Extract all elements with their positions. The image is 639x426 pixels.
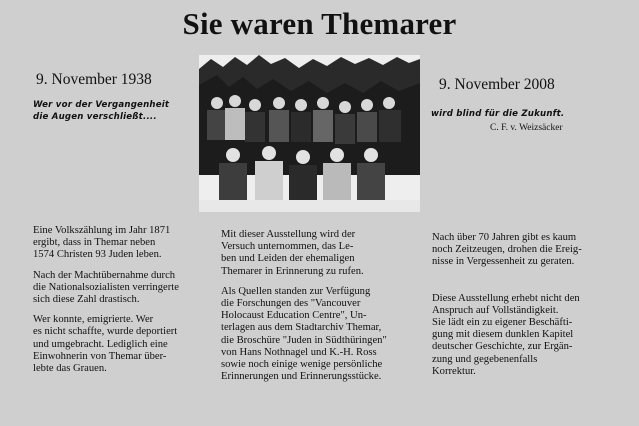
quote-left bbox=[33, 99, 169, 123]
left-column bbox=[33, 225, 203, 383]
left-paragraph-3: Wer konnte, emigrierte. Wer es nicht schaffte, wurde deportiert und umgebracht. Lediglich eine Einwohnerin von Themar über- lebte das Grauen. bbox=[33, 314, 178, 375]
middle-paragraph-2: Als Quellen standen zur Verfügung die Forschungen des "Vancouver Holocaust Education Centre", Un- terlagen aus dem Stadtarchiv Themar, die Broschüre "Juden in Südthüringen" von Hans Nothnagel und K.-H. Ross sowie noch einige wenige persönliche Erinnerungen und Erinnerungsstücke. bbox=[221, 285, 387, 383]
middle-column bbox=[221, 229, 421, 391]
middle-paragraph-1: Mit dieser Ausstellung wird der Versuch unternommen, das Le- ben und Leiden der ehemaligen Themarer in Erinnerung zu rufen. bbox=[221, 229, 364, 277]
group-photo bbox=[199, 55, 420, 212]
group-photo-icon bbox=[199, 55, 420, 212]
quote-right: wird blind für die Zukunft. bbox=[431, 109, 565, 119]
left-paragraph-1: Eine Volkszählung im Jahr 1871 ergibt, dass in Themar neben 1574 Christen 93 Juden leben. bbox=[33, 225, 171, 261]
right-paragraph-1: Nach über 70 Jahren gibt es kaum noch Zeitzeugen, drohen die Ereig- nisse in Vergessenheit zu geraten. bbox=[432, 232, 582, 268]
page-title: Sie waren Themarer bbox=[182, 6, 457, 41]
left-paragraph-2: Nach der Machtübernahme durch die Nationalsozialisten verringerte sich diese Zahl drastisch. bbox=[33, 269, 179, 306]
right-date: 9. November 2008 bbox=[439, 76, 555, 93]
quote-left-line1: Wer vor der Vergangenheit bbox=[33, 100, 170, 110]
quote-author: C. F. v. Weizsäcker bbox=[490, 123, 563, 133]
left-date: 9. November 1938 bbox=[36, 71, 152, 88]
quote-left-line2: die Augen verschließt.... bbox=[33, 112, 157, 122]
right-paragraph-2: Diese Ausstellung erhebt nicht den Anspruch auf Vollständigkeit. Sie lädt ein zu eigener Beschäfti- gung mit diesem dunklen Kapitel deutscher Geschichte, zur Ergän- zung und gegebenenfalls Korrektur. bbox=[432, 292, 580, 377]
right-column bbox=[432, 232, 622, 386]
